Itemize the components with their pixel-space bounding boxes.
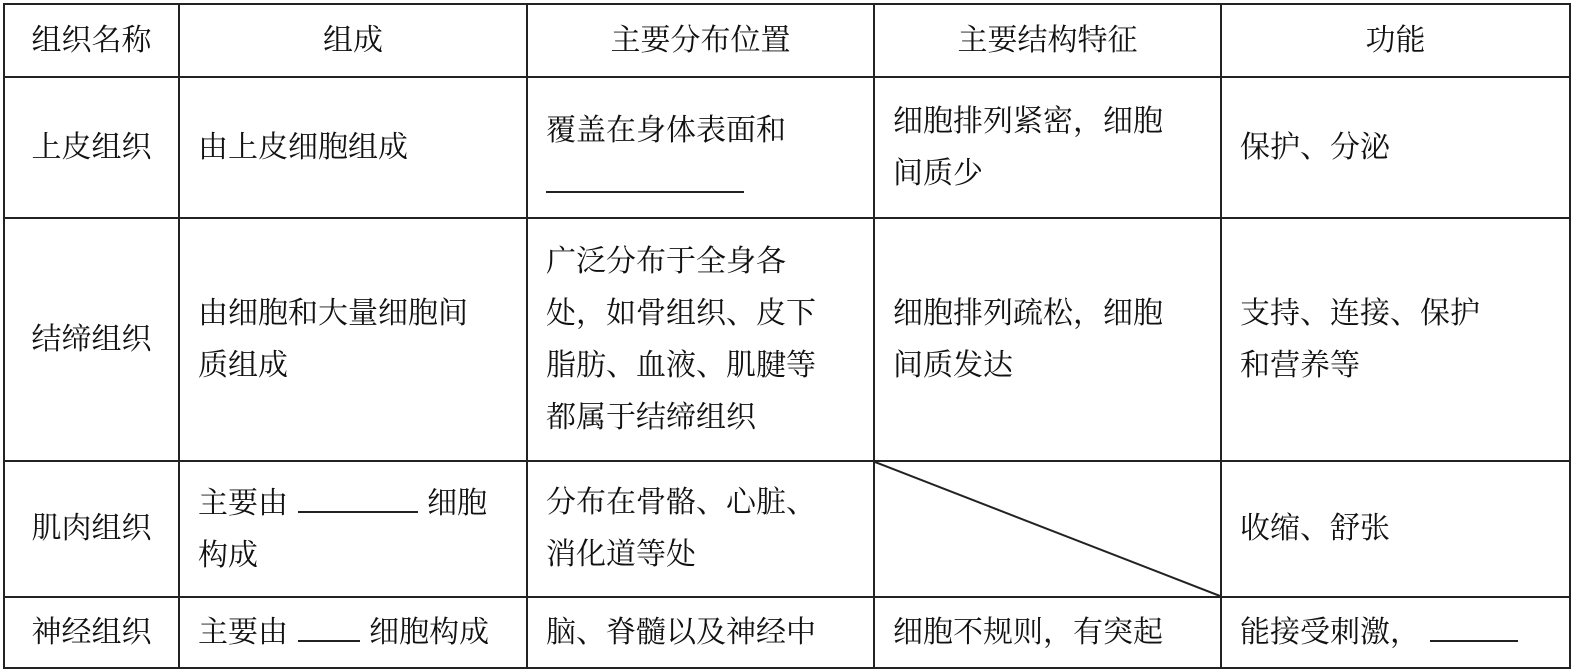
composition-cell <box>179 461 527 597</box>
header-structure: 主要结构特征 <box>874 4 1221 77</box>
answer-blank <box>298 477 418 513</box>
tissue-name: 结缔组织 <box>4 218 179 461</box>
distribution-cell <box>527 77 874 218</box>
structure-line: 间质发达 <box>893 347 1013 383</box>
distribution-line: 消化道等处 <box>546 537 696 572</box>
table-row <box>4 77 1570 218</box>
function-cell: 收缩、舒张 <box>1221 461 1570 597</box>
composition-line: 由细胞和大量细胞间 <box>198 295 468 331</box>
distribution-line: 都属于结缔组织 <box>546 399 756 435</box>
composition-cell <box>179 597 527 668</box>
distribution-line: 分布在骨骼、心脏、 <box>546 485 816 520</box>
composition-line <box>198 477 508 530</box>
diagonal-line <box>875 462 1220 596</box>
distribution-line: 脂肪、血液、肌腱等 <box>546 347 816 383</box>
answer-blank <box>546 157 855 210</box>
header-distribution: 主要分布位置 <box>527 4 874 77</box>
tissue-name: 肌肉组织 <box>4 461 179 597</box>
function-prefix: 能接受刺激， <box>1240 615 1420 650</box>
function-line: 和营养等 <box>1240 347 1360 383</box>
composition-cell: 由上皮细胞组成 <box>179 77 527 218</box>
composition-suffix: 细胞构成 <box>369 615 490 650</box>
header-tissue-name: 组织名称 <box>4 4 179 77</box>
composition-prefix: 主要由 <box>198 615 288 650</box>
distribution-line: 广泛分布于全身各 <box>546 243 786 279</box>
answer-blank <box>1430 606 1518 642</box>
header-function: 功能 <box>1221 4 1570 77</box>
answer-blank <box>298 606 360 642</box>
structure-line: 细胞排列疏松，细胞 <box>893 295 1163 331</box>
table-row <box>4 597 1570 668</box>
composition-suffix: 细胞 <box>427 485 488 521</box>
table-row <box>4 461 1570 597</box>
header-row <box>4 4 1570 77</box>
header-composition: 组成 <box>179 4 527 77</box>
distribution-line: 覆盖在身体表面和 <box>546 113 786 148</box>
composition-prefix: 主要由 <box>198 485 288 521</box>
composition-cell <box>179 218 527 461</box>
tissue-name: 上皮组织 <box>4 77 179 218</box>
structure-line: 细胞排列紧密，细胞 <box>893 103 1163 139</box>
function-line: 支持、连接、保护 <box>1240 295 1480 331</box>
tissue-name: 神经组织 <box>4 597 179 668</box>
distribution-cell: 脑、脊髓以及神经中 <box>527 597 874 668</box>
structure-cell-empty <box>874 461 1221 597</box>
distribution-cell <box>527 218 874 461</box>
tissue-table <box>3 3 1571 669</box>
structure-line: 间质少 <box>893 155 983 191</box>
function-cell: 保护、分泌 <box>1221 77 1570 218</box>
function-cell <box>1221 218 1570 461</box>
structure-cell: 细胞不规则，有突起 <box>874 597 1221 668</box>
structure-cell <box>874 218 1221 461</box>
structure-cell <box>874 77 1221 218</box>
function-cell <box>1221 597 1570 668</box>
composition-line: 质组成 <box>198 347 288 383</box>
composition-line: 构成 <box>198 537 258 573</box>
distribution-cell <box>527 461 874 597</box>
table-row <box>4 218 1570 461</box>
distribution-line: 处，如骨组织、皮下 <box>546 295 816 331</box>
